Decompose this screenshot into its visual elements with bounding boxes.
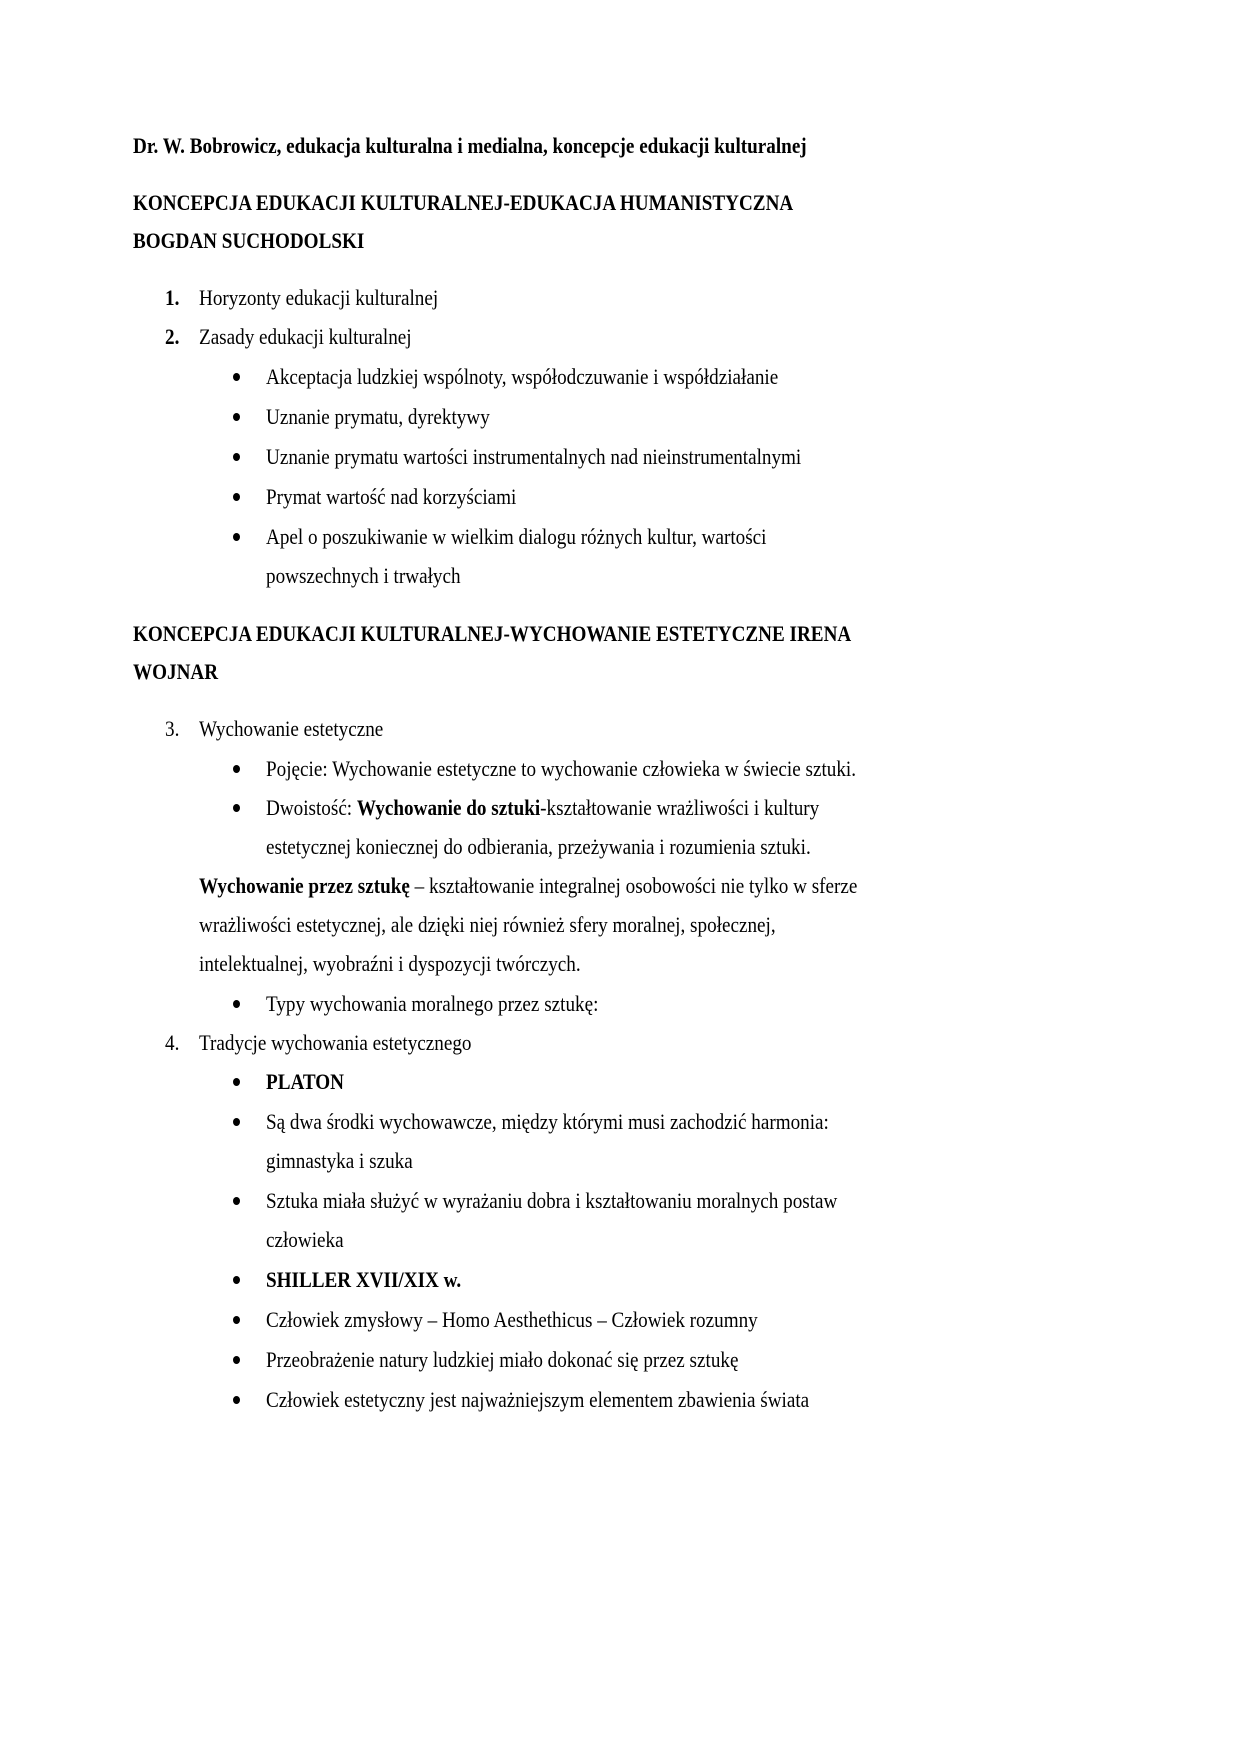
- list-item: Człowiek estetyczny jest najważniejszym elementem zbawienia świata: [266, 1387, 810, 1412]
- list-item: Uznanie prymatu, dyrektywy: [266, 404, 490, 429]
- bullet-icon: [233, 1078, 240, 1086]
- list-item: Typy wychowania moralnego przez sztukę:: [266, 991, 599, 1016]
- list-item-continued: gimnastyka i szuka: [266, 1148, 413, 1173]
- list-number: 2.: [165, 324, 180, 349]
- paragraph-line: [199, 873, 857, 899]
- list-item: Apel o poszukiwanie w wielkim dialogu różnych kultur, wartości: [266, 524, 767, 549]
- bullet-icon: [233, 1197, 240, 1205]
- section-heading: BOGDAN SUCHODOLSKI: [133, 228, 365, 253]
- bullet-icon: [233, 1000, 240, 1008]
- list-item: PLATON: [266, 1069, 345, 1094]
- list-item-continued: estetycznej koniecznej do odbierania, przeżywania i rozumienia sztuki.: [266, 834, 811, 859]
- section-heading: WOJNAR: [133, 659, 219, 684]
- bold-text: Wychowanie do sztuki: [356, 795, 541, 820]
- bullet-icon: [233, 533, 240, 541]
- list-item: Sztuka miała służyć w wyrażaniu dobra i kształtowaniu moralnych postaw: [266, 1188, 838, 1213]
- bullet-icon: [233, 1396, 240, 1404]
- list-number: 3.: [165, 716, 180, 741]
- list-item: Zasady edukacji kulturalnej: [199, 324, 412, 349]
- list-item-continued: człowieka: [266, 1227, 344, 1252]
- bullet-icon: [233, 1316, 240, 1324]
- list-item: [266, 795, 819, 821]
- list-number: 1.: [165, 285, 180, 310]
- bold-text: Wychowanie przez sztukę: [199, 873, 410, 898]
- paragraph-line: wrażliwości estetycznej, ale dzięki niej również sfery moralnej, społecznej,: [199, 912, 776, 937]
- list-item: Prymat wartość nad korzyściami: [266, 484, 517, 509]
- section-heading: KONCEPCJA EDUKACJI KULTURALNEJ-EDUKACJA HUMANISTYCZNA: [133, 190, 794, 215]
- bullet-icon: [233, 1356, 240, 1364]
- list-item: Człowiek zmysłowy – Homo Aesthethicus – Człowiek rozumny: [266, 1307, 758, 1332]
- list-item-continued: powszechnych i trwałych: [266, 563, 461, 588]
- bullet-icon: [233, 413, 240, 421]
- list-item: Tradycje wychowania estetycznego: [199, 1030, 472, 1055]
- list-item: Pojęcie: Wychowanie estetyczne to wychowanie człowieka w świecie sztuki.: [266, 756, 857, 781]
- bullet-icon: [233, 453, 240, 461]
- list-number: 4.: [165, 1030, 180, 1055]
- bullet-icon: [233, 765, 240, 773]
- list-item: Przeobrażenie natury ludzkiej miało dokonać się przez sztukę: [266, 1347, 739, 1372]
- list-item: Są dwa środki wychowawcze, między którymi musi zachodzić harmonia:: [266, 1109, 829, 1134]
- bullet-icon: [233, 1276, 240, 1284]
- text: – kształtowanie integralnej osobowości nie tylko w sferze: [409, 873, 858, 898]
- bullet-icon: [233, 493, 240, 501]
- bullet-icon: [233, 804, 240, 812]
- list-item: Uznanie prymatu wartości instrumentalnych nad nieinstrumentalnymi: [266, 444, 802, 469]
- list-item: Wychowanie estetyczne: [199, 716, 384, 741]
- list-item: Akceptacja ludzkiej wspólnoty, współodczuwanie i współdziałanie: [266, 364, 779, 389]
- list-item: SHILLER XVII/XIX w.: [266, 1267, 462, 1292]
- text: -kształtowanie wrażliwości i kultury: [540, 795, 820, 820]
- text: Dwoistość:: [266, 795, 357, 820]
- bullet-icon: [233, 1118, 240, 1126]
- list-item: Horyzonty edukacji kulturalnej: [199, 285, 439, 310]
- paragraph-line: intelektualnej, wyobraźni i dyspozycji twórczych.: [199, 951, 581, 976]
- bullet-icon: [233, 373, 240, 381]
- section-heading: KONCEPCJA EDUKACJI KULTURALNEJ-WYCHOWANIE ESTETYCZNE IRENA: [133, 621, 852, 646]
- document-title: Dr. W. Bobrowicz, edukacja kulturalna i medialna, koncepcje edukacji kulturalnej: [133, 133, 807, 158]
